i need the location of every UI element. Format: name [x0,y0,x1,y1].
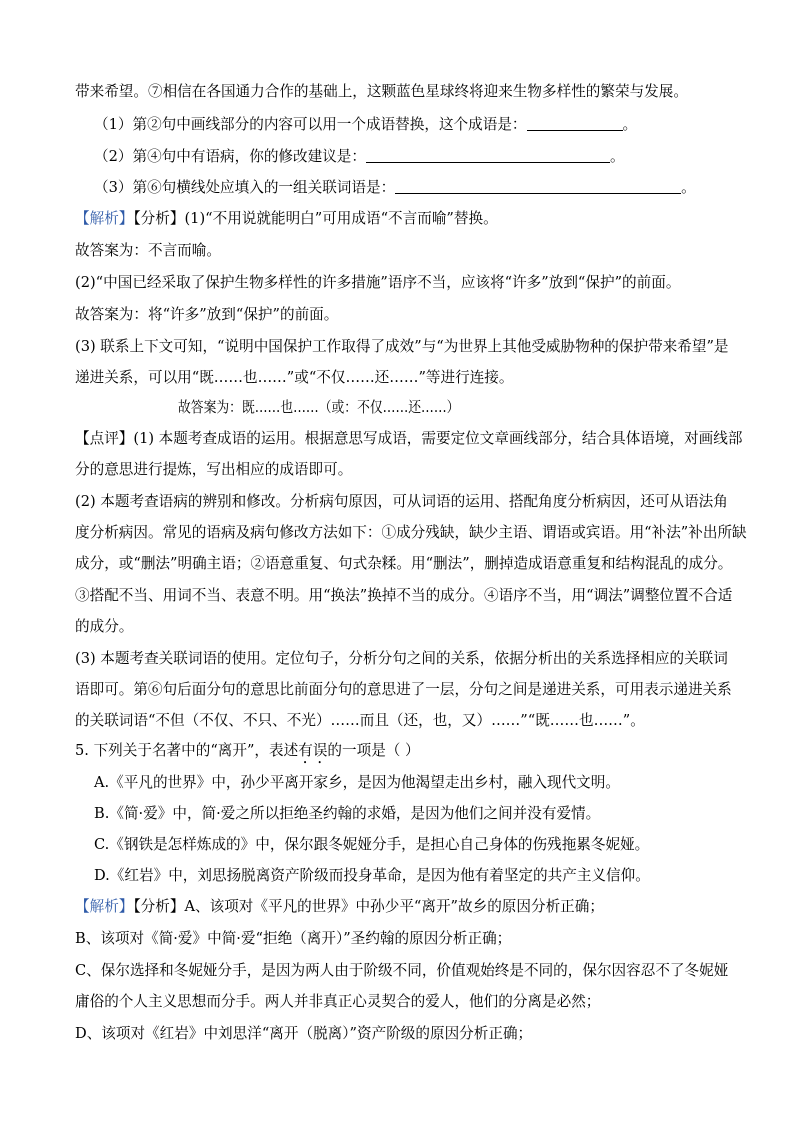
answer-blank-2[interactable] [366,148,610,163]
comment-2-line-4: ③搭配不当、用词不当、表意不明。用“换法”换掉不当的成分。④语序不当，用“调法”调整位置不合适 [75,587,733,604]
comment-1-line-1: 【点评】(1) 本题考查成语的运用。根据意思写成语，需要定位文章画线部分，结合具体语境，对画线部 [75,430,743,447]
comment-2-line-3: 成分，或“删法”明确主语；②语意重复、句式杂糅。用“删法”，删掉造成语意重复和结构混乱的成分。 [75,555,733,572]
answer-3: 故答案为：既……也……（或：不仅……还……） [178,399,460,416]
question-2-end: 。 [609,148,625,165]
comment-2-line-1: (2) 本题考查语病的辨别和修改。分析病句原因，可从词语的运用、搭配角度分析病因，还可从语法角 [75,493,728,510]
question-5-emphasis: 有误 [298,742,328,759]
option-a: A.《平凡的世界》中，孙少平离开家乡，是因为他渴望走出乡村，融入现代文明。 [94,774,620,791]
comment-3-line-3: 的关联词语“不但（不仅、不只、不光）……而且（还，也，又）……”“既……也……”。 [75,712,645,729]
analysis-2: (2)“中国已经采取了保护生物多样性的许多措施”语序不当，应该将“许多”放到“保护”的前面。 [75,274,681,291]
comment-3-line-2: 语即可。第⑥句后面分句的意思比前面分句的意思进了一层，分句之间是递进关系，可用表示递进关系 [75,681,732,698]
option-d: D.《红岩》中，刘思扬脱离资产阶级而投身革命，是因为他有着坚定的共产主义信仰。 [94,867,650,884]
analysis-5-line-5: D、该项对《红岩》中刘思洋“离开（脱离）”资产阶级的原因分析正确； [75,1025,533,1042]
analysis-3-line-2: 递进关系，可以用“既……也……”或“不仅……还……”等进行连接。 [75,369,514,386]
question-5-post: 的一项是（ ） [327,742,420,759]
question-5 [75,741,755,767]
analysis-tag: 【解析】 [75,210,134,227]
answer-2: 故答案为：将“许多”放到“保护”的前面。 [75,306,339,323]
answer-1: 故答案为：不言而喻。 [75,242,221,259]
comment-3-line-1: (3) 本题考查关联词语的使用。定位句子，分析分句之间的关系，依据分析出的关系选择相应的关联词 [75,650,728,667]
analysis-5-line-3: C、保尔选择和冬妮娅分手，是因为两人由于阶级不同，价值观始终是不同的，保尔因容忍不了冬妮娅 [75,962,729,979]
question-3-text: （3）第⑥句横线处应填入的一组关联词语是： [94,179,396,196]
option-c: C.《钢铁是怎样炼成的》中，保尔跟冬妮娅分手，是担心自己身体的伤残拖累冬妮娅。 [94,836,650,853]
analysis-5-line-1 [75,897,755,917]
analysis-5-tag: 【解析】 [75,898,134,915]
question-2 [94,147,774,167]
answer-blank-3[interactable] [395,179,681,194]
question-5-pre: 5. 下列关于名著中的“离开”，表述 [75,742,299,759]
question-1-text: （1）第②句中画线部分的内容可以用一个成语替换，这个成语是： [94,116,527,133]
comment-2-line-2: 度分析病因。常见的语病及病句修改方法如下：①成分残缺，缺少主语、谓语或宾语。用“补法”补出所缺 [75,524,747,541]
question-1 [94,115,774,135]
answer-blank-1[interactable] [527,116,623,131]
analysis-1-text: 【分析】(1)“不用说就能明白”可用成语“不言而喻”替换。 [133,210,498,227]
analysis-5-line-4: 庸俗的个人主义思想而分手。两人并非真正心灵契合的爱人，他们的分离是必然； [75,993,601,1010]
question-1-end: 。 [622,116,638,133]
question-3 [94,178,774,198]
comment-1-line-2: 分的意思进行提炼，写出相应的成语即可。 [75,461,353,478]
comment-2-line-5: 的成分。 [75,618,134,635]
analysis-5-line-2: B、该项对《简·爱》中简·爱“拒绝（离开）”圣约翰的原因分析正确； [75,930,512,947]
passage-line: 带来希望。⑦相信在各国通力合作的基础上，这颗蓝色星球终将迎来生物多样性的繁荣与发展。 [75,83,688,100]
question-3-end: 。 [681,179,696,196]
question-2-text: （2）第④句中有语病，你的修改建议是： [94,148,366,165]
option-b: B.《简·爱》中，简·爱之所以拒绝圣约翰的求婚，是因为他们之间并没有爱情。 [94,805,601,822]
analysis-5-text: 【分析】A、该项对《平凡的世界》中孙少平“离开”故乡的原因分析正确； [133,898,604,915]
analysis-1 [75,209,755,229]
analysis-3-line-1: (3) 联系上下文可知，“说明中国保护工作取得了成效”与“为世界上其他受威胁物种的保护带来希望”是 [75,338,729,355]
